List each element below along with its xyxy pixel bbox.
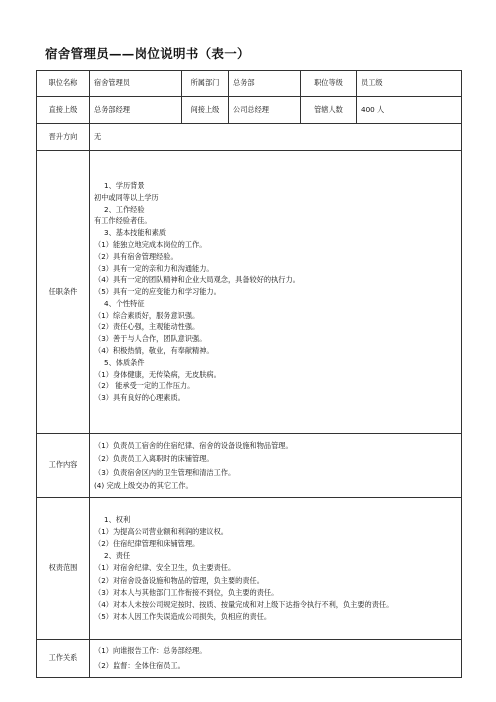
duties-label: 工作内容 (37, 434, 90, 498)
qualification-heading-experience: 2、工作经验 (104, 204, 145, 214)
managed-count-label: 管辖人数 (301, 97, 357, 124)
job-description-table (36, 70, 462, 678)
qualification-line: （3）具有良好的心理素质。 (94, 393, 185, 403)
qualifications-row (37, 151, 462, 434)
promotion-label: 晋升方向 (37, 124, 90, 151)
document-title: 宿舍管理员——岗位说明书（表一） (45, 46, 250, 61)
authority-line: （1）对宿舍纪律、安全卫生，负主要责任。 (94, 563, 236, 573)
duty-line: (4) 完成上级交办的其它工作。 (94, 481, 193, 490)
grade-label: 职位等级 (301, 71, 357, 97)
direct-superior-label: 直接上级 (37, 97, 90, 124)
qualification-line: （3）善于与人合作，团队意识强。 (94, 334, 207, 344)
qualifications-content (90, 151, 462, 434)
qualification-line: （2）具有宿舍管理经验。 (94, 251, 178, 261)
qualification-line: （1）能独立地完成本岗位的工作。 (94, 239, 207, 249)
qualification-line: （1）身体健康，无传染病，无皮肤病。 (94, 369, 221, 379)
authority-row (37, 498, 462, 640)
relations-row (37, 640, 462, 678)
qualification-line: （4）积极热情，敬业，有奉献精神。 (94, 346, 214, 356)
qualification-heading-physical: 5、体质条件 (104, 357, 145, 367)
header-row-3 (37, 124, 462, 151)
direct-superior-value: 总务部经理 (90, 97, 182, 124)
duty-line: （2）负责员工入离职时的床铺管理。 (94, 454, 214, 463)
relations-content (90, 640, 462, 678)
header-row-2 (37, 97, 462, 124)
authority-line: （5）对本人因工作失误造成公司损失，负相应的责任。 (94, 612, 272, 622)
authority-heading-rights: 1、权利 (104, 514, 131, 524)
managed-count-value: 400 人 (357, 97, 462, 124)
authority-heading-responsibilities: 2、责任 (104, 551, 131, 561)
qualification-heading-skills: 3、基本技能和素质 (104, 228, 167, 238)
department-label: 所属部门 (182, 71, 229, 97)
department-value: 总务部 (229, 71, 301, 97)
authority-line: （3）对本人与其他部门工作衔接不到位，负主要的责任。 (94, 587, 279, 597)
qualification-line: （4）具有一定的团队精神和企业大局观念，具备较好的执行力。 (94, 275, 300, 285)
authority-line: （2）住宿纪律管理和床铺管理。 (94, 538, 200, 548)
duty-line: （3）负责宿舍区内的卫生管理和清洁工作。 (94, 467, 236, 477)
qualification-line: （5）具有一定的应变能力和学习能力。 (94, 287, 221, 297)
authority-line: （4）对本人未按公司规定按时、按质、按量完成和对上级下达指令执行不利，负主要的责任。 (94, 600, 394, 609)
authority-line: （2）对宿舍设备设施和物品的管理，负主要的责任。 (94, 575, 264, 585)
authority-content (90, 498, 462, 640)
duties-content (90, 434, 462, 498)
indirect-superior-label: 间接上级 (182, 97, 229, 124)
relation-line: （1）向谁报告工作：总务部经理。 (94, 645, 207, 655)
promotion-value: 无 (90, 124, 462, 151)
duty-line: （1）负责员工宿舍的住宿纪律、宿舍的设备设施和物品管理。 (94, 440, 293, 450)
indirect-superior-value: 公司总经理 (229, 97, 301, 124)
duties-row (37, 434, 462, 498)
qualification-line: （3）具有一定的亲和力和沟通能力。 (94, 263, 214, 273)
qualification-line: （2）责任心强，主观能动性强。 (94, 322, 200, 332)
qualification-line: 有工作经验者佳。 (94, 216, 152, 226)
header-row-1 (37, 71, 462, 97)
qualification-line: （2） 能承受一定的工作压力。 (94, 381, 195, 391)
authority-label: 权责范围 (37, 498, 90, 640)
qualification-line: （1）综合素质好，服务意识强。 (94, 310, 200, 320)
grade-value: 员工级 (357, 71, 462, 97)
qualification-line: 初中或同等以上学历 (94, 192, 159, 202)
qualifications-label: 任职条件 (37, 151, 90, 434)
qualification-heading-education: 1、学历背景 (104, 180, 145, 190)
qualification-heading-personality: 4、个性特征 (104, 298, 145, 308)
relations-label: 工作关系 (37, 640, 90, 678)
position-name-label: 职位名称 (37, 71, 90, 97)
position-name-value: 宿舍管理员 (90, 71, 182, 97)
authority-line: （1）为提高公司营业额和利润的建议权。 (94, 526, 228, 536)
relation-line: （2）监督：全体住宿员工。 (94, 660, 185, 670)
